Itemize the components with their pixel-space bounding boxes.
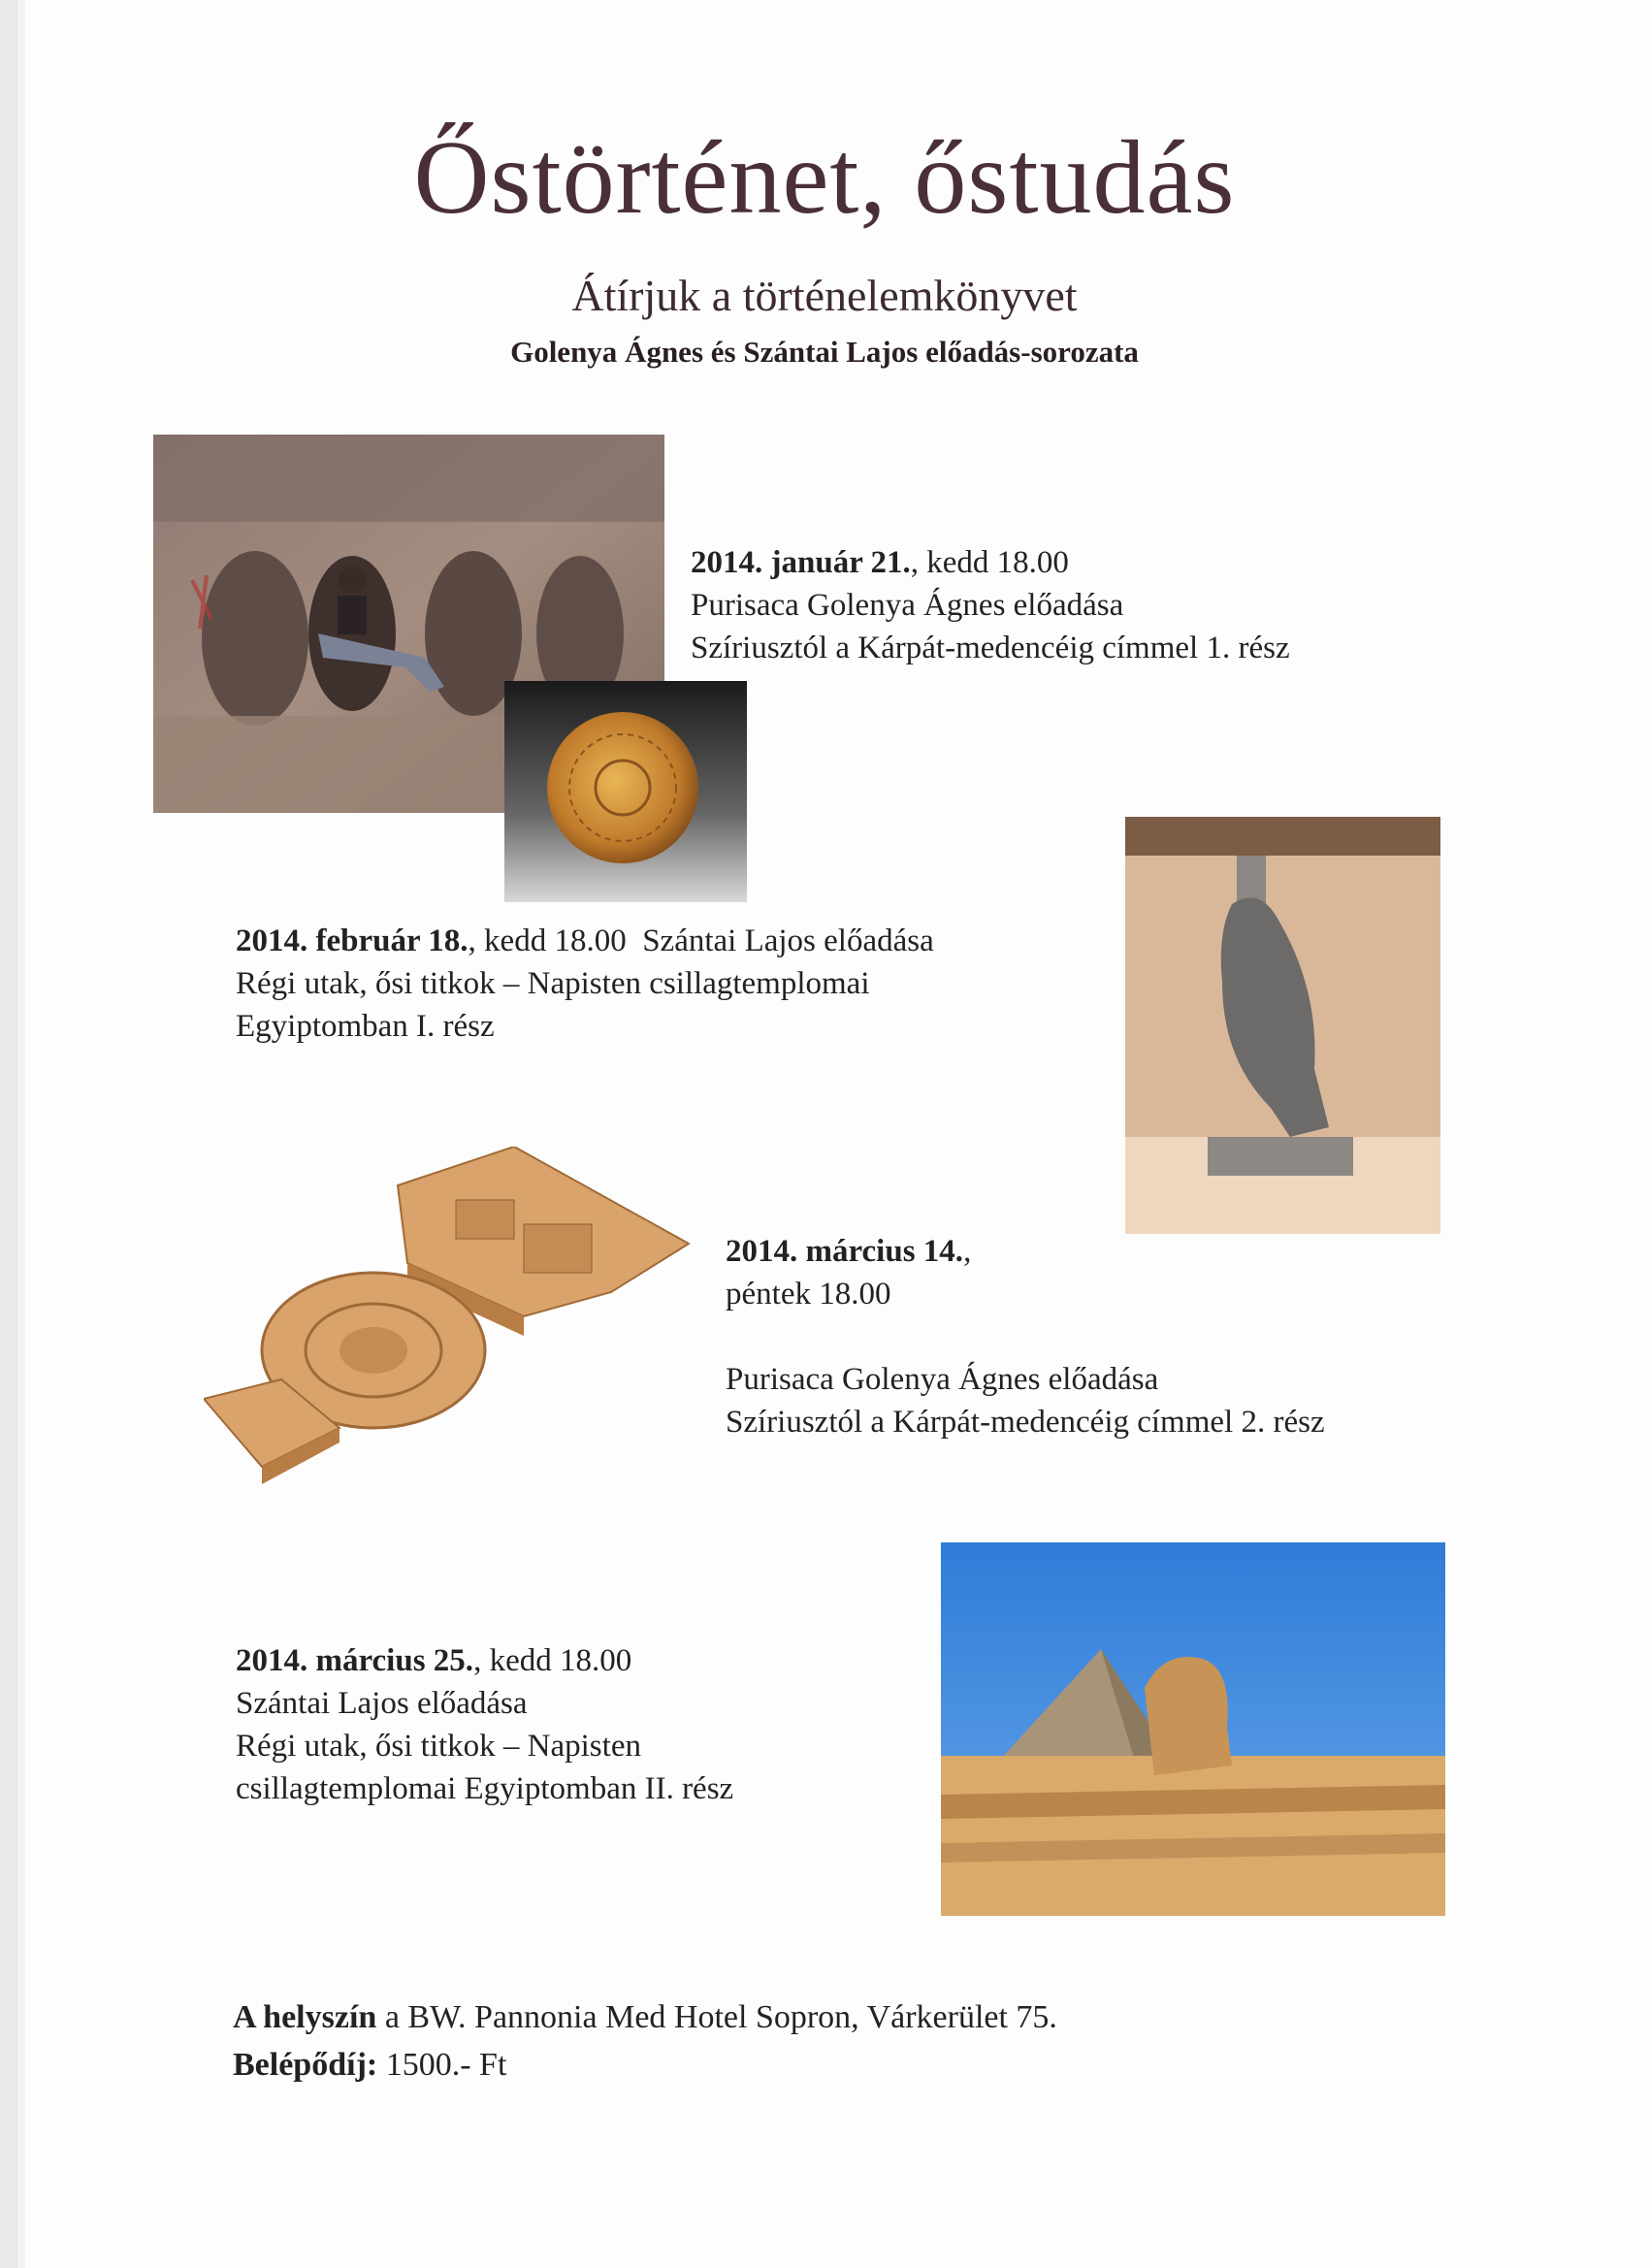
event-2-time: , kedd 18.00 Szántai Lajos előadása bbox=[468, 923, 934, 958]
horus-statue-photo bbox=[1125, 817, 1440, 1234]
event-2-date: 2014. február 18. bbox=[236, 923, 469, 958]
event-4-line-2: Régi utak, ősi titkok – Napisten bbox=[236, 1729, 641, 1764]
lecture-series-title: Golenya Ágnes és Szántai Lajos előadás-sorozata bbox=[510, 335, 1139, 369]
event-1-line-1: Purisaca Golenya Ágnes előadása bbox=[691, 588, 1124, 623]
event-4-line-1: Szántai Lajos előadása bbox=[236, 1686, 528, 1721]
poster-subtitle: Átírjuk a történelemkönyvet bbox=[571, 271, 1078, 320]
event-3 bbox=[726, 1230, 1325, 1443]
fee-label: Belépődíj: bbox=[233, 2047, 378, 2083]
fee-line bbox=[233, 2041, 1057, 2089]
event-2 bbox=[236, 920, 934, 1048]
event-3-date: 2014. március 14. bbox=[726, 1234, 964, 1269]
event-3-line-4: Szíriusztól a Kárpát-medencéig címmel 2. rész bbox=[726, 1405, 1325, 1440]
temple-model-image bbox=[204, 1147, 708, 1486]
event-1-line-2: Szíriusztól a Kárpát-medencéig címmel 1. rész bbox=[691, 631, 1290, 665]
event-4-date: 2014. március 25. bbox=[236, 1643, 474, 1678]
event-1-date: 2014. január 21. bbox=[691, 545, 911, 580]
venue-line bbox=[233, 1993, 1057, 2041]
golden-disc-photo bbox=[504, 681, 747, 902]
event-3-time: , bbox=[963, 1234, 972, 1269]
event-4-time: , kedd 18.00 bbox=[473, 1643, 632, 1678]
event-4 bbox=[236, 1639, 733, 1810]
venue-label: A helyszín bbox=[233, 1999, 377, 2035]
event-3-line-3: Purisaca Golenya Ágnes előadása bbox=[726, 1362, 1159, 1397]
venue-text: a BW. Pannonia Med Hotel Sopron, Várkerület 75. bbox=[376, 1999, 1057, 2035]
event-3-line-1: péntek 18.00 bbox=[726, 1277, 891, 1312]
event-info-footer bbox=[233, 1993, 1057, 2089]
event-1-time: , kedd 18.00 bbox=[910, 545, 1069, 580]
poster-title: Őstörténet, őstudás bbox=[413, 120, 1236, 236]
event-2-line-1: Régi utak, ősi titkok – Napisten csillagtemplomai bbox=[236, 966, 870, 1001]
sphinx-pyramid-photo bbox=[941, 1542, 1445, 1916]
event-1 bbox=[691, 541, 1290, 669]
event-3-line-2 bbox=[726, 1315, 1325, 1358]
event-2-line-2: Egyiptomban I. rész bbox=[236, 1009, 495, 1044]
fee-text: 1500.- Ft bbox=[377, 2047, 507, 2083]
event-4-line-3: csillagtemplomai Egyiptomban II. rész bbox=[236, 1771, 734, 1806]
